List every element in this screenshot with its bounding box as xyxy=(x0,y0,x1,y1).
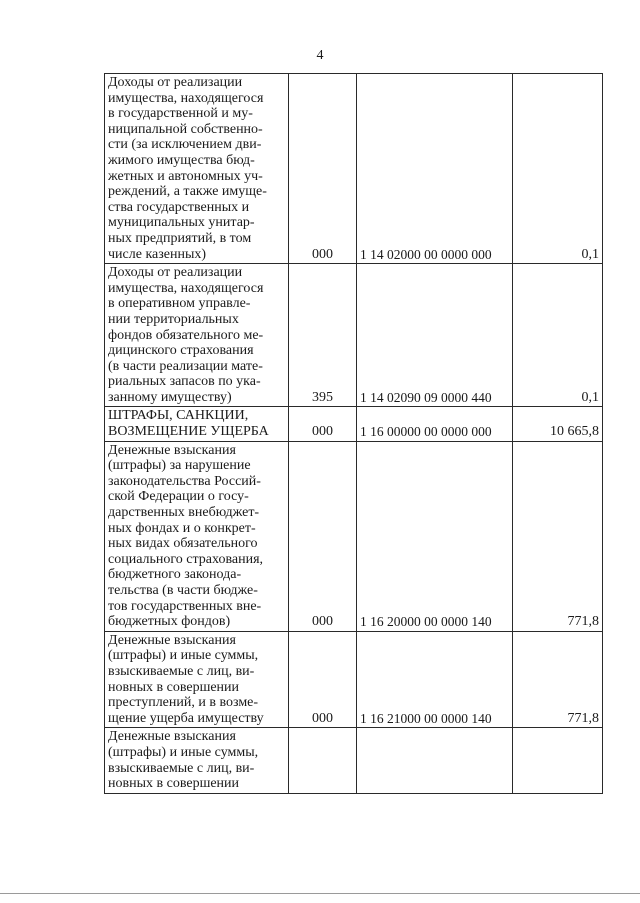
revenue-description: Денежные взыскания (штрафы) за нарушение законодательства Россий- ской Федерации о госу- дарственных внебюджет- ных фондах и о конкрет- ных видах обязательного социального страхования, бюджетного законода- тельства (в части бюдже- тов государственных вне- бюджетных фондов) xyxy=(105,441,289,631)
revenue-description: Доходы от реализации имущества, находящегося в государственной и му- ниципальной собственно- сти (за исключением дви- жимого имущества бюд- жетных и автономных уч- реждений, а также имуще- ства государственных и муниципальных унитар- ных предприятий, в том числе казенных) xyxy=(105,74,289,264)
revenue-amount: 771,8 xyxy=(513,441,603,631)
revenue-amount xyxy=(513,728,603,793)
budget-classification-code: 1 16 20000 00 0000 140 xyxy=(357,441,513,631)
table-row xyxy=(105,264,603,407)
budget-classification-code: 1 16 00000 00 0000 000 xyxy=(357,407,513,441)
revenue-amount: 0,1 xyxy=(513,74,603,264)
revenue-description: Денежные взыскания (штрафы) и иные суммы, взыскиваемые с лиц, ви- новных в совершении xyxy=(105,728,289,793)
revenue-amount: 771,8 xyxy=(513,631,603,728)
admin-code: 000 xyxy=(289,441,357,631)
table-row xyxy=(105,631,603,728)
admin-code: 000 xyxy=(289,631,357,728)
table-row xyxy=(105,407,603,441)
budget-classification-code: 1 16 21000 00 0000 140 xyxy=(357,631,513,728)
page-number: 4 xyxy=(316,48,324,63)
revenue-description: ШТРАФЫ, САНКЦИИ, ВОЗМЕЩЕНИЕ УЩЕРБА xyxy=(105,407,289,441)
table-row xyxy=(105,74,603,264)
budget-classification-code xyxy=(357,728,513,793)
revenue-amount: 10 665,8 xyxy=(513,407,603,441)
budget-revenue-table xyxy=(104,73,603,794)
budget-classification-code: 1 14 02000 00 0000 000 xyxy=(357,74,513,264)
admin-code xyxy=(289,728,357,793)
admin-code: 000 xyxy=(289,407,357,441)
admin-code: 395 xyxy=(289,264,357,407)
table-row xyxy=(105,728,603,793)
revenue-description: Денежные взыскания (штрафы) и иные суммы, взыскиваемые с лиц, ви- новных в совершении преступлений, и в возме- щение ущерба имуществу xyxy=(105,631,289,728)
table-row xyxy=(105,441,603,631)
budget-classification-code: 1 14 02090 09 0000 440 xyxy=(357,264,513,407)
admin-code: 000 xyxy=(289,74,357,264)
page-bottom-edge xyxy=(0,893,640,894)
revenue-amount: 0,1 xyxy=(513,264,603,407)
revenue-description: Доходы от реализации имущества, находящегося в оперативном управле- нии территориальных фондов обязательного ме- дицинского страхования (в части реализации мате- риальных запасов по ука- занному имуществу) xyxy=(105,264,289,407)
